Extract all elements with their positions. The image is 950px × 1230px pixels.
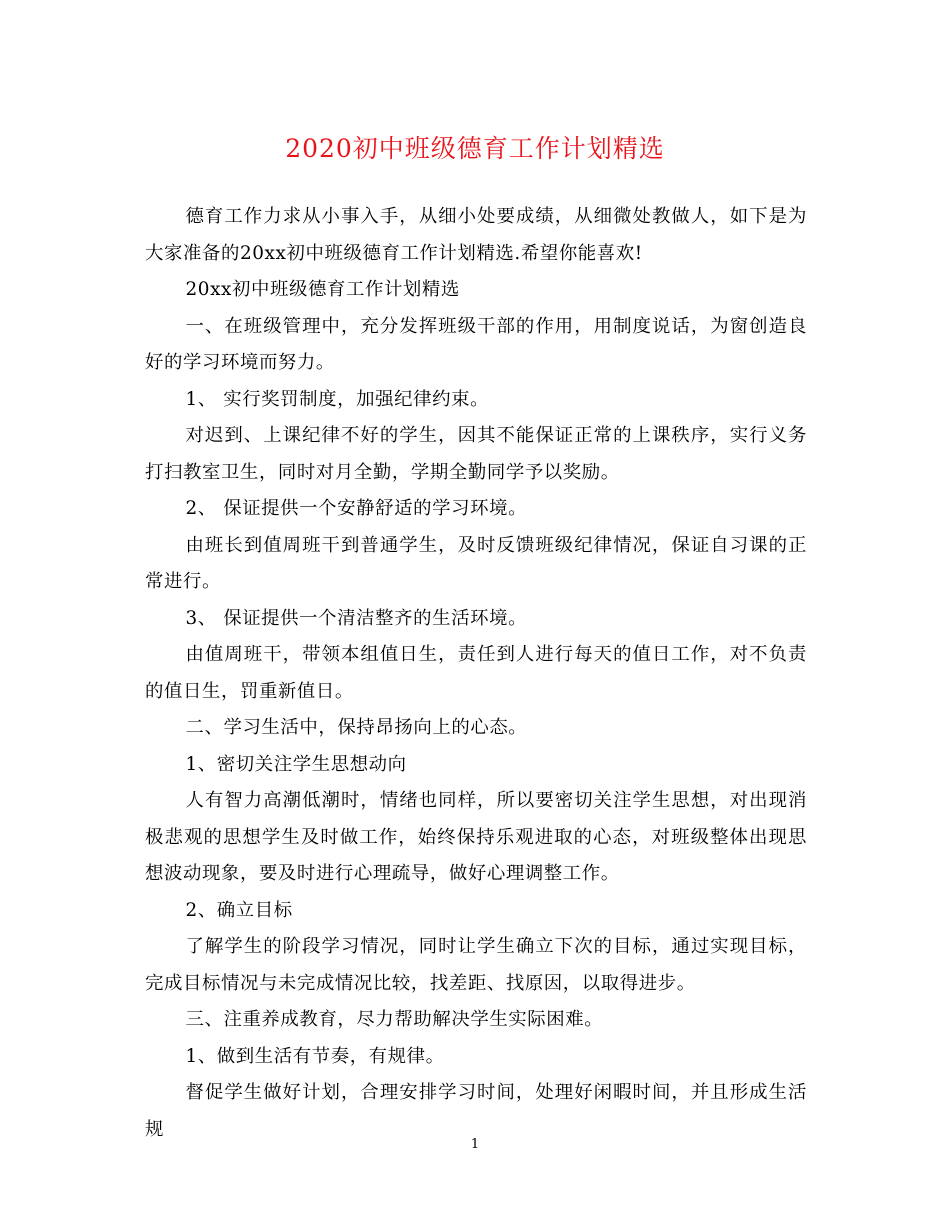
paragraph: 督促学生做好计划，合理安排学习时间，处理好闲暇时间，并且形成生活规	[145, 1082, 807, 1140]
paragraph: 人有智力高潮低潮时，情绪也同样，所以要密切关注学生思想，对出现消极悲观的思想学生及时做工作，始终保持乐观进取的心态，对班级整体出现思想波动现象，要及时进行心理疏导，做好心理调整工作。	[145, 790, 807, 884]
document-body	[145, 199, 807, 1148]
paragraph: 一、在班级管理中，充分发挥班级干部的作用，用制度说话，为窗创造良好的学习环境而努力。	[145, 315, 807, 373]
paragraph: 3、 保证提供一个清洁整齐的生活环境。	[185, 607, 528, 629]
page-number: 1	[470, 1137, 480, 1152]
paragraph: 2、确立目标	[185, 899, 293, 921]
paragraph: 了解学生的阶段学习情况，同时让学生确立下次的目标，通过实现目标，完成目标情况与未完成情况比较，找差距、找原因，以取得进步。	[145, 936, 807, 994]
paragraph: 1、 实行奖罚制度，加强纪律约束。	[185, 388, 490, 410]
paragraph: 2、 保证提供一个安静舒适的学习环境。	[185, 498, 528, 519]
paragraph: 德育工作力求从小事入手，从细小处要成绩，从细微处教做人，如下是为大家准备的20xx初中班级德育工作计划精选.希望你能喜欢!	[145, 206, 807, 264]
paragraph: 二、学习生活中，保持昂扬向上的心态。	[185, 717, 528, 738]
paragraph: 1、密切关注学生思想动向	[185, 753, 407, 775]
paragraph: 由值周班干，带领本组值日生，责任到人进行每天的值日工作，对不负责的值日生，罚重新值日。	[145, 644, 807, 702]
paragraph: 由班长到值周班干到普通学生，及时反馈班级纪律情况，保证自习课的正常进行。	[145, 534, 807, 592]
paragraph: 三、注重养成教育，尽力帮助解决学生实际困难。	[185, 1009, 604, 1030]
document-title: 2020初中班级德育工作计划精选	[285, 134, 665, 163]
paragraph: 20xx初中班级德育工作计划精选	[185, 279, 460, 300]
paragraph: 对迟到、上课纪律不好的学生，因其不能保证正常的上课秩序，实行义务打扫教室卫生，同时对月全勤，学期全勤同学予以奖励。	[145, 425, 807, 483]
paragraph: 1、做到生活有节奏，有规律。	[185, 1045, 445, 1067]
